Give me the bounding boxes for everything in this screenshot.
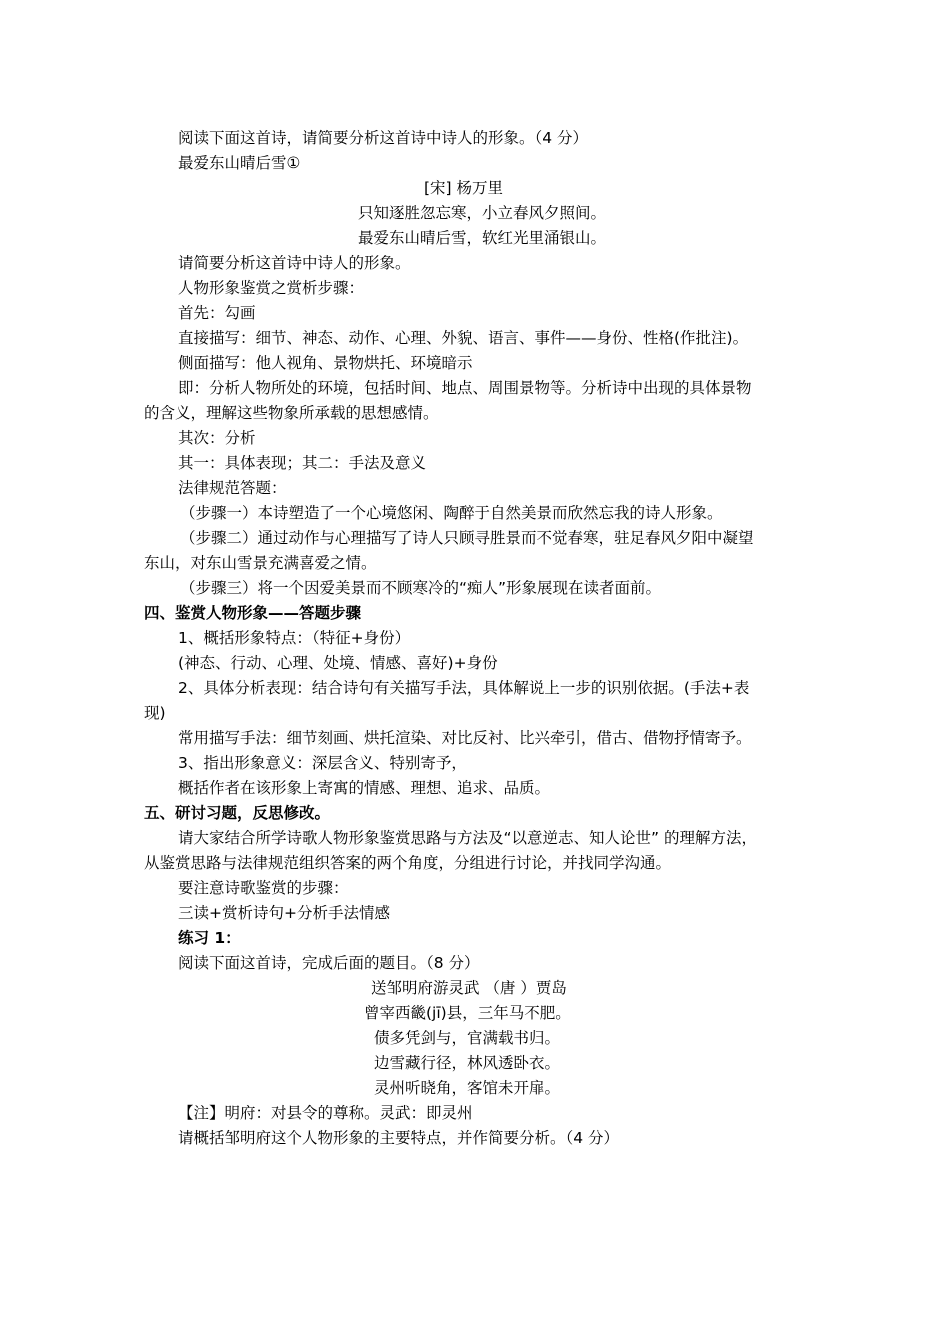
poem-line: 灵州听晓角，客馆未开扉。 xyxy=(374,1079,561,1097)
answer-step: （步骤二）通过动作与心理描写了诗人只顾寻胜景而不觉春寒，驻足春风夕阳中凝望 xyxy=(180,529,754,547)
paragraph: 人物形象鉴赏之赏析步骤： xyxy=(178,279,365,297)
paragraph: 即：分析人物所处的环境，包括时间、地点、周围景物等。分析诗中出现的具体景物 xyxy=(178,379,752,397)
note: 【注】明府：对县令的尊称。灵武：即灵州 xyxy=(178,1104,473,1122)
answer-step: 东山，对东山雪景充满喜爱之情。 xyxy=(144,554,377,572)
poem-title: 最爱东山晴后雪① xyxy=(178,154,301,172)
paragraph: 的含义，理解这些物象所承载的思想感情。 xyxy=(144,404,439,422)
paragraph: 要注意诗歌鉴赏的步骤： xyxy=(178,879,349,897)
paragraph: 请简要分析这首诗中诗人的形象。 xyxy=(178,254,411,272)
poem-line: 边雪藏行径，林风透卧衣。 xyxy=(374,1054,561,1072)
question-prompt: 阅读下面这首诗，完成后面的题目。（8 分） xyxy=(178,954,480,972)
paragraph: (神态、行动、心理、处境、情感、喜好)+身份 xyxy=(178,654,498,672)
section-heading: 四、鉴赏人物形象——答题步骤 xyxy=(144,604,362,622)
paragraph: 直接描写：细节、神态、动作、心理、外貌、语言、事件——身份、性格(作批注)。 xyxy=(178,329,749,347)
paragraph: 3、指出形象意义：深层含义、特别寄予， xyxy=(178,754,467,772)
poem-author: [宋] 杨万里 xyxy=(424,179,504,197)
exercise-heading: 练习 1： xyxy=(178,929,241,947)
paragraph: 法律规范答题： xyxy=(178,479,287,497)
poem-line: 只知逐胜忽忘寒，小立春风夕照间。 xyxy=(358,204,607,222)
question-prompt: 请概括邹明府这个人物形象的主要特点，并作简要分析。（4 分） xyxy=(178,1129,620,1147)
answer-step: （步骤三）将一个因爱美景而不顾寒冷的“痴人”形象展现在读者面前。 xyxy=(180,579,662,597)
paragraph: 其次：分析 xyxy=(178,429,256,447)
poem-line: 最爱东山晴后雪，软红光里涌银山。 xyxy=(358,229,607,247)
paragraph: 2、具体分析表现：结合诗句有关描写手法，具体解说上一步的识别依据。(手法+表 xyxy=(178,679,750,697)
answer-step: （步骤一）本诗塑造了一个心境悠闲、陶醉于自然美景而欣然忘我的诗人形象。 xyxy=(180,504,723,522)
section-heading: 五、研讨习题，反思修改。 xyxy=(144,804,331,822)
paragraph: 侧面描写：他人视角、景物烘托、环境暗示 xyxy=(178,354,473,372)
poem-title: 送邹明府游灵武 （唐 ）贾岛 xyxy=(371,979,567,997)
paragraph: 首先：勾画 xyxy=(178,304,256,322)
paragraph: 常用描写手法：细节刻画、烘托渲染、对比反衬、比兴牵引，借古、借物抒情寄予。 xyxy=(178,729,752,747)
poem-line: 债多凭剑与，官满载书归。 xyxy=(374,1029,561,1047)
paragraph: 请大家结合所学诗歌人物形象鉴赏思路与方法及“以意逆志、知人论世” 的理解方法， xyxy=(178,829,757,847)
paragraph: 1、概括形象特点：（特征+身份） xyxy=(178,629,411,647)
poem-line: 曾宰西畿(jī)县，三年马不肥。 xyxy=(364,1004,571,1022)
paragraph: 从鉴赏思路与法律规范组织答案的两个角度，分组进行讨论，并找同学沟通。 xyxy=(144,854,672,872)
paragraph: 概括作者在该形象上寄寓的情感、理想、追求、品质。 xyxy=(178,779,551,797)
paragraph: 现) xyxy=(144,704,166,722)
question-prompt: 阅读下面这首诗，请简要分析这首诗中诗人的形象。（4 分） xyxy=(178,129,589,147)
paragraph: 其一：具体表现；其二：手法及意义 xyxy=(178,454,427,472)
paragraph: 三读+赏析诗句+分析手法情感 xyxy=(178,904,390,922)
